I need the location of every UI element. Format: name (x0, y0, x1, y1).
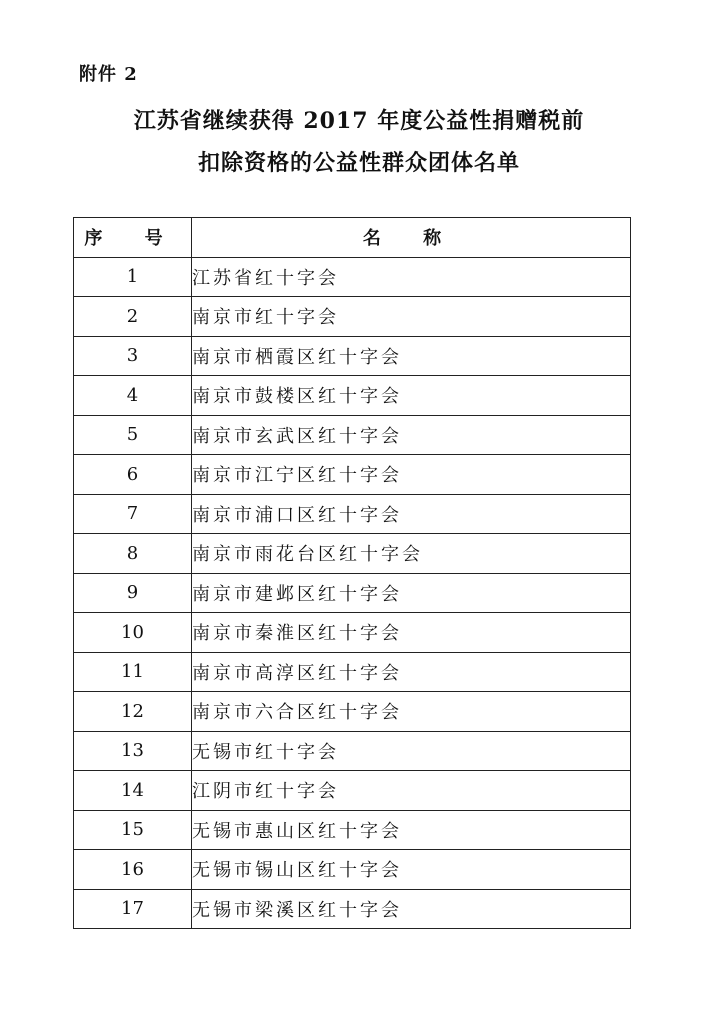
table-row (74, 534, 631, 574)
table-row (74, 889, 631, 929)
row-number: 4 (74, 376, 192, 416)
row-number: 15 (74, 810, 192, 850)
table-row (74, 692, 631, 732)
document-title-line-2: 扣除资格的公益性群众团体名单 (197, 150, 520, 176)
row-number: 14 (74, 771, 192, 811)
row-number: 17 (74, 889, 192, 929)
table-row (74, 652, 631, 692)
organization-name: 南京市浦口区红十字会 (192, 494, 631, 534)
organization-name: 南京市雨花台区红十字会 (192, 534, 631, 574)
organization-name: 无锡市惠山区红十字会 (192, 810, 631, 850)
organization-name: 南京市秦淮区红十字会 (192, 613, 631, 653)
organization-name: 南京市玄武区红十字会 (192, 415, 631, 455)
table-row (74, 494, 631, 534)
organization-name: 南京市六合区红十字会 (192, 692, 631, 732)
table-row (74, 810, 631, 850)
organization-name: 无锡市锡山区红十字会 (192, 850, 631, 890)
row-number: 11 (74, 652, 192, 692)
organization-name: 无锡市梁溪区红十字会 (192, 889, 631, 929)
table-row (74, 573, 631, 613)
organization-name: 南京市高淳区红十字会 (192, 652, 631, 692)
row-number: 13 (74, 731, 192, 771)
organization-name: 南京市江宁区红十字会 (192, 455, 631, 495)
organization-table (73, 217, 631, 929)
table-row (74, 376, 631, 416)
attachment-label: 附件 2 (79, 64, 138, 85)
row-number: 6 (74, 455, 192, 495)
row-number: 2 (74, 297, 192, 337)
organization-name: 江苏省红十字会 (192, 257, 631, 297)
row-number: 12 (74, 692, 192, 732)
row-number: 1 (74, 257, 192, 297)
table-row (74, 336, 631, 376)
row-number: 10 (74, 613, 192, 653)
organization-name: 南京市鼓楼区红十字会 (192, 376, 631, 416)
column-header-name: 名 称 (192, 218, 631, 258)
organization-name: 南京市栖霞区红十字会 (192, 336, 631, 376)
table-row (74, 297, 631, 337)
document-title-line-1: 江苏省继续获得 2017 年度公益性捐赠税前 (133, 108, 585, 134)
table-row (74, 850, 631, 890)
column-header-number: 序 号 (74, 218, 192, 258)
organization-name: 江阴市红十字会 (192, 771, 631, 811)
row-number: 8 (74, 534, 192, 574)
organization-name: 南京市建邺区红十字会 (192, 573, 631, 613)
row-number: 16 (74, 850, 192, 890)
table-row (74, 415, 631, 455)
table-row (74, 771, 631, 811)
table-header-row (74, 218, 631, 258)
row-number: 7 (74, 494, 192, 534)
table-row (74, 257, 631, 297)
row-number: 3 (74, 336, 192, 376)
organization-name: 无锡市红十字会 (192, 731, 631, 771)
row-number: 5 (74, 415, 192, 455)
row-number: 9 (74, 573, 192, 613)
table-row (74, 613, 631, 653)
table-row (74, 731, 631, 771)
organization-name: 南京市红十字会 (192, 297, 631, 337)
table-row (74, 455, 631, 495)
